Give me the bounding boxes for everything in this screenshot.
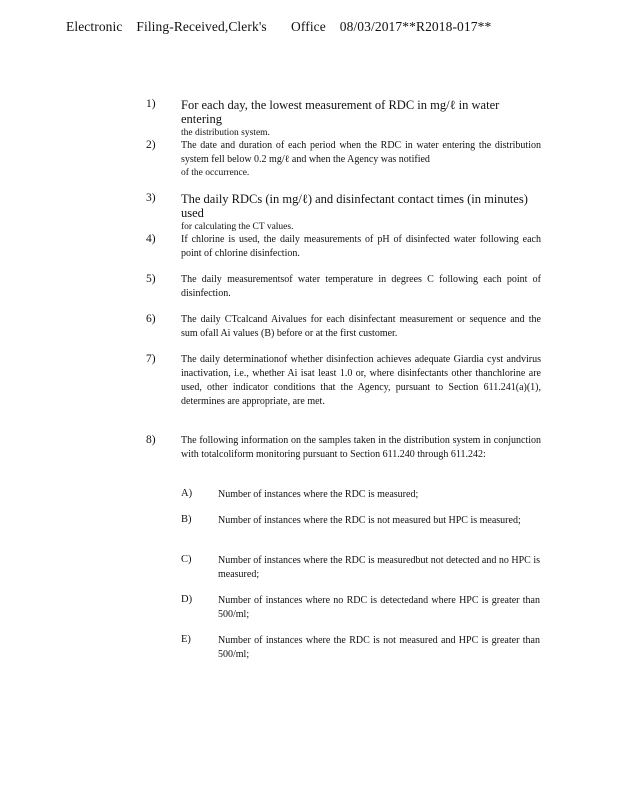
item-text: For each day, the lowest measurement of RDC in mg/ℓ in water entering the distribution system. [181, 98, 500, 138]
item-number: 7) [146, 353, 156, 365]
sub-item-letter: C) [181, 554, 192, 565]
sub-item-text: Number of instances where no RDC is detectedand where HPC is greater than 500/ml; [218, 595, 540, 620]
item-number: 2) [146, 139, 156, 151]
item-text: The date and duration of each period when the RDC in water entering the distribution system fell below 0.2 mg/ℓ and when the Agency was notified of the occurrence. [181, 140, 541, 178]
item-number: 6) [146, 313, 156, 325]
item-number: 3) [146, 192, 156, 204]
sub-item-letter: B) [181, 514, 192, 525]
item-text: The daily determinationof whether disinfection achieves adequate Giardia cyst andvirus inactivation, i.e., whether Ai isat least 1.0 or, where disinfectants other thanchlorine are used, other indicator conditions that the Agency, pursuant to Section 611.241(a)(1), determines are appropriate, are met. [181, 354, 541, 407]
item-text: The daily CTcalcand Aivalues for each disinfectant measurement or sequence and the sum ofall Ai values (B) before or at the first customer. [181, 314, 541, 339]
item-number: 4) [146, 233, 156, 245]
sub-item-letter: A) [181, 488, 193, 499]
item-text: If chlorine is used, the daily measurements of pH of disinfected water following each point of chlorine disinfection. [181, 234, 541, 259]
item-number: 8) [146, 434, 156, 446]
item-text: The following information on the samples taken in the distribution system in conjunction with totalcoliform monitoring pursuant to Section 611.240 through 611.242: [181, 435, 541, 460]
sub-item-text: Number of instances where the RDC is not measured and HPC is greater than 500/ml; [218, 635, 540, 660]
filing-header: Electronic Filing-Received,Clerk's Office 08/03/2017**R2018-017** [66, 19, 492, 34]
item-text: The daily measurementsof water temperature in degrees C following each point of disinfection. [181, 274, 541, 299]
sub-item-text: Number of instances where the RDC is measured; [218, 489, 419, 500]
sub-item-text: Number of instances where the RDC is measuredbut not detected and no HPC is measured; [218, 555, 540, 580]
sub-item-text: Number of instances where the RDC is not measured but HPC is measured; [218, 515, 521, 526]
item-number: 1) [146, 98, 156, 110]
item-text: The daily RDCs (in mg/ℓ) and disinfectant contact times (in minutes) used for calculating the CT values. [181, 192, 528, 232]
sub-item-letter: D) [181, 594, 193, 605]
item-number: 5) [146, 273, 156, 285]
sub-item-letter: E) [181, 634, 191, 645]
